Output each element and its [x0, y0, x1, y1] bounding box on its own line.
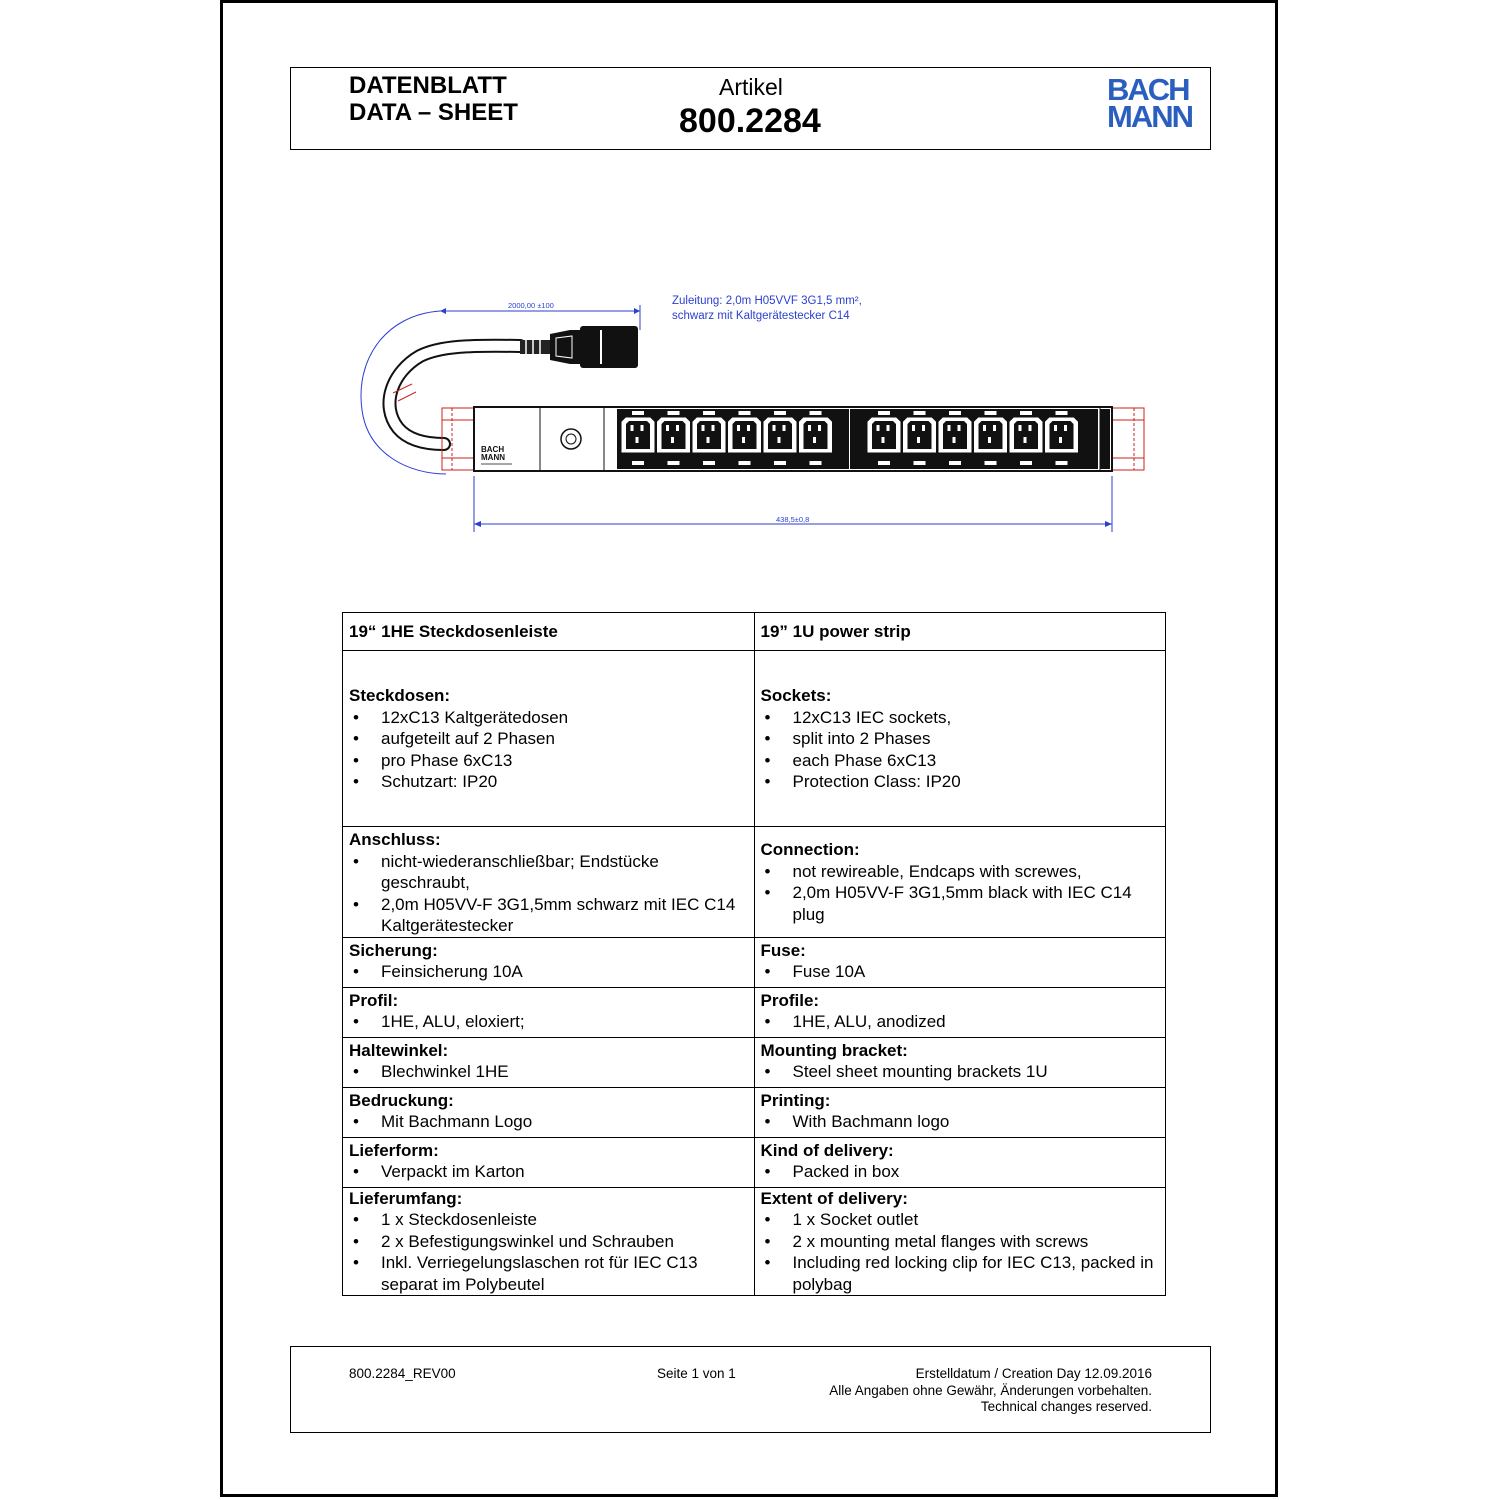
logo-line-2: MANN — [1107, 99, 1192, 134]
spec-list-item: • 12xC13 IEC sockets, — [761, 707, 1160, 729]
article-number: 800.2284 — [679, 102, 821, 140]
spec-list-item: • Packed in box — [761, 1161, 1160, 1183]
spec-row — [343, 1137, 1166, 1187]
page-number: Seite 1 von 1 — [657, 1366, 736, 1381]
overall-length-label: 438,5±0,8 — [776, 515, 810, 524]
spec-row — [343, 1087, 1166, 1137]
spec-list-item: • Mit Bachmann Logo — [349, 1111, 748, 1133]
spec-list-item: • Blechwinkel 1HE — [349, 1061, 748, 1083]
disclaimer-german: Alle Angaben ohne Gewähr, Änderungen vorbehalten. — [829, 1382, 1152, 1398]
spec-cell-german — [343, 1037, 755, 1087]
spec-list-item: • aufgeteilt auf 2 Phasen — [349, 728, 748, 750]
spec-section-title: Lieferform: — [349, 1140, 439, 1160]
spec-section-title: Printing: — [760, 1090, 831, 1110]
cable-annotation-line-2: schwarz mit Kaltgerätestecker C14 — [672, 310, 850, 322]
creation-date: Erstelldatum / Creation Day 12.09.2016 — [915, 1366, 1152, 1381]
spec-list-item: • 2 x Befestigungswinkel und Schrauben — [349, 1231, 748, 1253]
spec-cell-german — [343, 1087, 755, 1137]
spec-list-item: • Protection Class: IP20 — [761, 771, 1160, 793]
spec-list-item: • 2,0m H05VV-F 3G1,5mm black with IEC C14 plug — [761, 882, 1160, 925]
spec-list — [761, 961, 1160, 983]
spec-cell-english — [754, 1187, 1166, 1296]
spec-list — [349, 1011, 748, 1033]
spec-section-title: Sockets: — [760, 686, 832, 705]
title-english: DATA – SHEET — [349, 99, 518, 126]
spec-cell-german — [343, 1137, 755, 1187]
spec-list-item: • Steel sheet mounting brackets 1U — [761, 1061, 1160, 1083]
spec-list-item: • 2,0m H05VV-F 3G1,5mm schwarz mit IEC C14 Kaltgerätestecker — [349, 894, 748, 937]
spec-list-item: • With Bachmann logo — [761, 1111, 1160, 1133]
spec-list-item: • 1HE, ALU, anodized — [761, 1011, 1160, 1033]
spec-row — [343, 1037, 1166, 1087]
spec-list-item: • 1 x Socket outlet — [761, 1209, 1160, 1231]
spec-cell-german — [343, 1187, 755, 1296]
spec-list — [349, 1161, 748, 1183]
header-english: 19” 1U power strip — [754, 613, 1166, 651]
article-label: Artikel — [719, 74, 783, 100]
spec-list — [349, 961, 748, 983]
spec-section-title: Anschluss: — [349, 830, 441, 849]
spec-row — [343, 1187, 1166, 1296]
header-german: 19“ 1HE Steckdosenleiste — [343, 613, 755, 651]
spec-section-title: Profil: — [349, 990, 399, 1010]
spec-list-item: • 12xC13 Kaltgerätedosen — [349, 707, 748, 729]
spec-list-item: • not rewireable, Endcaps with screwes, — [761, 861, 1160, 883]
logo-line-1: BACH — [1107, 72, 1189, 107]
spec-list — [349, 851, 748, 937]
spec-list — [761, 861, 1160, 926]
spec-section-title: Fuse: — [760, 940, 806, 960]
spec-list — [761, 707, 1160, 793]
spec-cell-german — [343, 651, 755, 827]
strip-logo-line-1: BACH — [481, 445, 505, 454]
spec-list — [349, 707, 748, 793]
specification-table — [342, 612, 1166, 1296]
title-german: DATENBLATT — [349, 72, 507, 99]
spec-section-title: Sicherung: — [349, 940, 438, 960]
spec-row — [343, 937, 1166, 987]
spec-list-item: • 1HE, ALU, eloxiert; — [349, 1011, 748, 1033]
spec-cell-german — [343, 827, 755, 938]
strip-logo-line-2: MANN — [481, 453, 505, 462]
spec-list — [761, 1011, 1160, 1033]
footer-notes — [829, 1366, 1152, 1416]
spec-list — [761, 1161, 1160, 1183]
spec-section-title: Bedruckung: — [349, 1090, 454, 1110]
spec-list-item: • 1 x Steckdosenleiste — [349, 1209, 748, 1231]
spec-cell-german — [343, 987, 755, 1037]
spec-list — [761, 1209, 1160, 1295]
document-footer — [290, 1346, 1211, 1433]
spec-list-item: • Fuse 10A — [761, 961, 1160, 983]
spec-section-title: Connection: — [760, 840, 860, 859]
spec-list-item: • 2 x mounting metal flanges with screws — [761, 1231, 1160, 1253]
spec-section-title: Kind of delivery: — [760, 1140, 894, 1160]
spec-section-title: Haltewinkel: — [349, 1040, 449, 1060]
spec-list — [761, 1111, 1160, 1133]
spec-list-item: • Inkl. Verriegelungslaschen rot für IEC C13 separat im Polybeutel — [349, 1252, 748, 1295]
spec-cell-english — [754, 1137, 1166, 1187]
bachmann-logo — [1107, 72, 1197, 134]
spec-list-item: • nicht-wiederanschließbar; Endstücke geschraubt, — [349, 851, 748, 894]
spec-cell-english — [754, 1087, 1166, 1137]
spec-list-item: • Schutzart: IP20 — [349, 771, 748, 793]
spec-list-item: • split into 2 Phases — [761, 728, 1160, 750]
spec-list — [349, 1209, 748, 1295]
spec-section-title: Mounting bracket: — [760, 1040, 908, 1060]
spec-row — [343, 651, 1166, 827]
spec-row — [343, 987, 1166, 1037]
spec-list — [761, 1061, 1160, 1083]
cable-length-label: 2000,00 ±100 — [508, 301, 554, 310]
overall-length-dimension — [474, 476, 1112, 532]
spec-cell-german — [343, 937, 755, 987]
spec-cell-english — [754, 1037, 1166, 1087]
spec-list-item: • Including red locking clip for IEC C13, packed in polybag — [761, 1252, 1160, 1295]
document-header — [290, 67, 1211, 150]
spec-list-item: • Verpackt im Karton — [349, 1161, 748, 1183]
table-header-row — [343, 613, 1166, 651]
spec-list-item: • pro Phase 6xC13 — [349, 750, 748, 772]
spec-list — [349, 1061, 748, 1083]
document-title — [349, 72, 518, 126]
power-strip-drawing — [350, 270, 1170, 540]
spec-cell-english — [754, 827, 1166, 938]
document-reference: 800.2284_REV00 — [349, 1366, 456, 1381]
spec-section-title: Lieferumfang: — [349, 1188, 463, 1208]
cable-annotation-line-1: Zuleitung: 2,0m H05VVF 3G1,5 mm², — [672, 295, 862, 307]
c14-plug — [520, 326, 638, 368]
right-endcap — [1112, 408, 1144, 470]
disclaimer-english: Technical changes reserved. — [980, 1399, 1152, 1414]
spec-row — [343, 827, 1166, 938]
spec-section-title: Profile: — [760, 990, 820, 1010]
spec-section-title: Steckdosen: — [349, 686, 451, 705]
spec-list-item: • Feinsicherung 10A — [349, 961, 748, 983]
spec-list — [349, 1111, 748, 1133]
spec-section-title: Extent of delivery: — [760, 1188, 908, 1208]
spec-list-item: • each Phase 6xC13 — [761, 750, 1160, 772]
spec-cell-english — [754, 937, 1166, 987]
spec-cell-english — [754, 651, 1166, 827]
spec-cell-english — [754, 987, 1166, 1037]
